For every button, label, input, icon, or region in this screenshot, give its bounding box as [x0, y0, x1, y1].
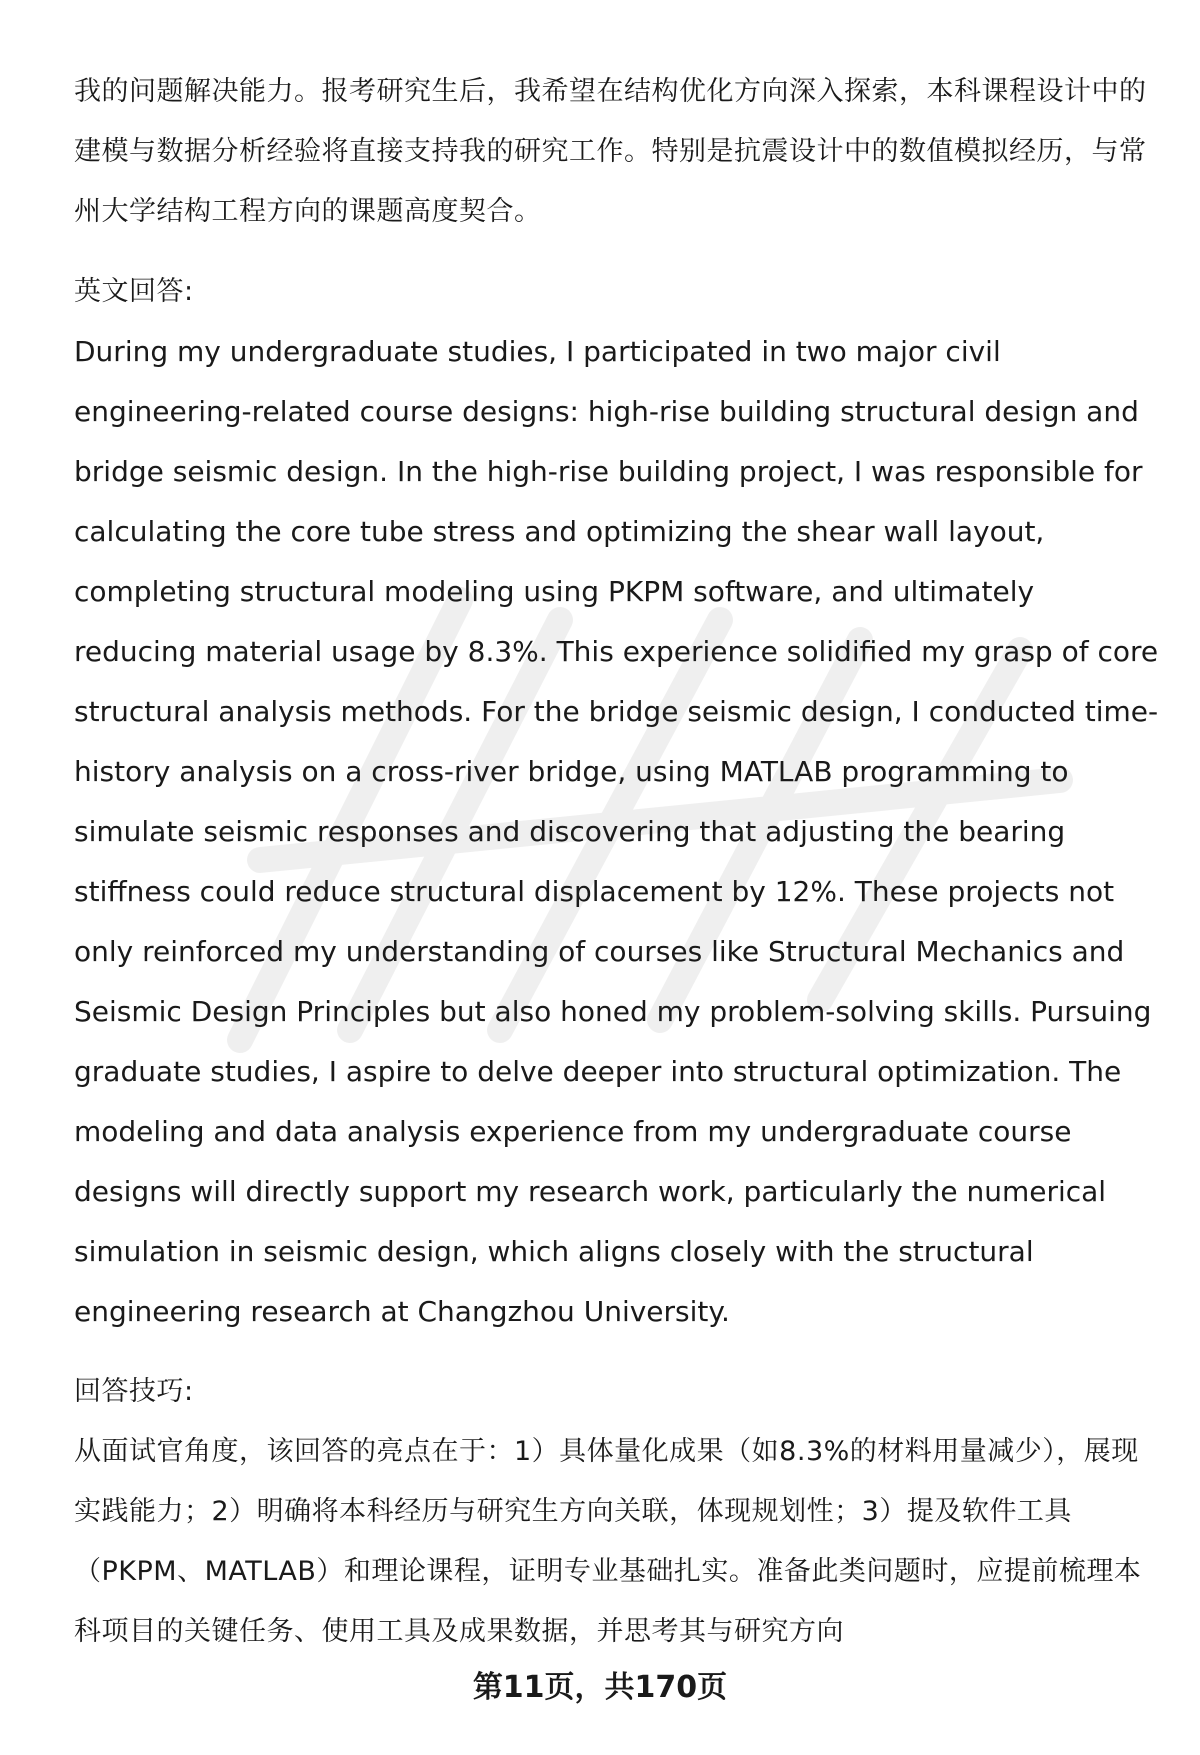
page-indicator: 第11页，共170页 — [472, 1670, 728, 1705]
english-answer-label: 英文回答: — [74, 276, 194, 307]
intro-paragraph: 我的问题解决能力。报考研究生后，我希望在结构优化方向深入探索，本科课程设计中的建模与数据分析经验将直接支持我的研究工作。特别是抗震设计中的数值模拟经历，与常州大学结构工程方向的课题高度契合。 — [74, 76, 1147, 227]
document-body — [74, 62, 1164, 1662]
tips-label: 回答技巧: — [74, 1376, 194, 1407]
tips-paragraph: 从面试官角度，该回答的亮点在于：1）具体量化成果（如8.3%的材料用量减少），展现实践能力；2）明确将本科经历与研究生方向关联，体现规划性；3）提及软件工具（PKPM、MATLAB）和理论课程，证明专业基础扎实。准备此类问题时，应提前梳理本科项目的关键任务、使用工具及成果数据，并思考其与研究方向 — [74, 1436, 1142, 1647]
english-answer-paragraph: During my undergraduate studies, I participated in two major civil engineering-related course designs: high-rise building structural design and bridge seismic design. In the high-rise building project, I was responsible for calculating the core tube stress and optimizing the shear wall layout, completing structural modeling using PKPM software, and ultimately reducing material usage by 8.3%. This experience solidified my grasp of core structural analysis methods. For the bridge seismic design, I conducted time-history analysis on a cross-river bridge, using MATLAB programming to simulate seismic responses and discovering that adjusting the bearing stiffness could reduce structural displacement by 12%. These projects not only reinforced my understanding of courses like Structural Mechanics and Seismic Design Principles but also honed my problem-solving skills. Pursuing graduate studies, I aspire to delve deeper into structural optimization. The modeling and data analysis experience from my undergraduate course designs will directly support my research work, particularly the numerical simulation in seismic design, which aligns closely with the structural engineering research at Changzhou University. — [74, 335, 1159, 1328]
